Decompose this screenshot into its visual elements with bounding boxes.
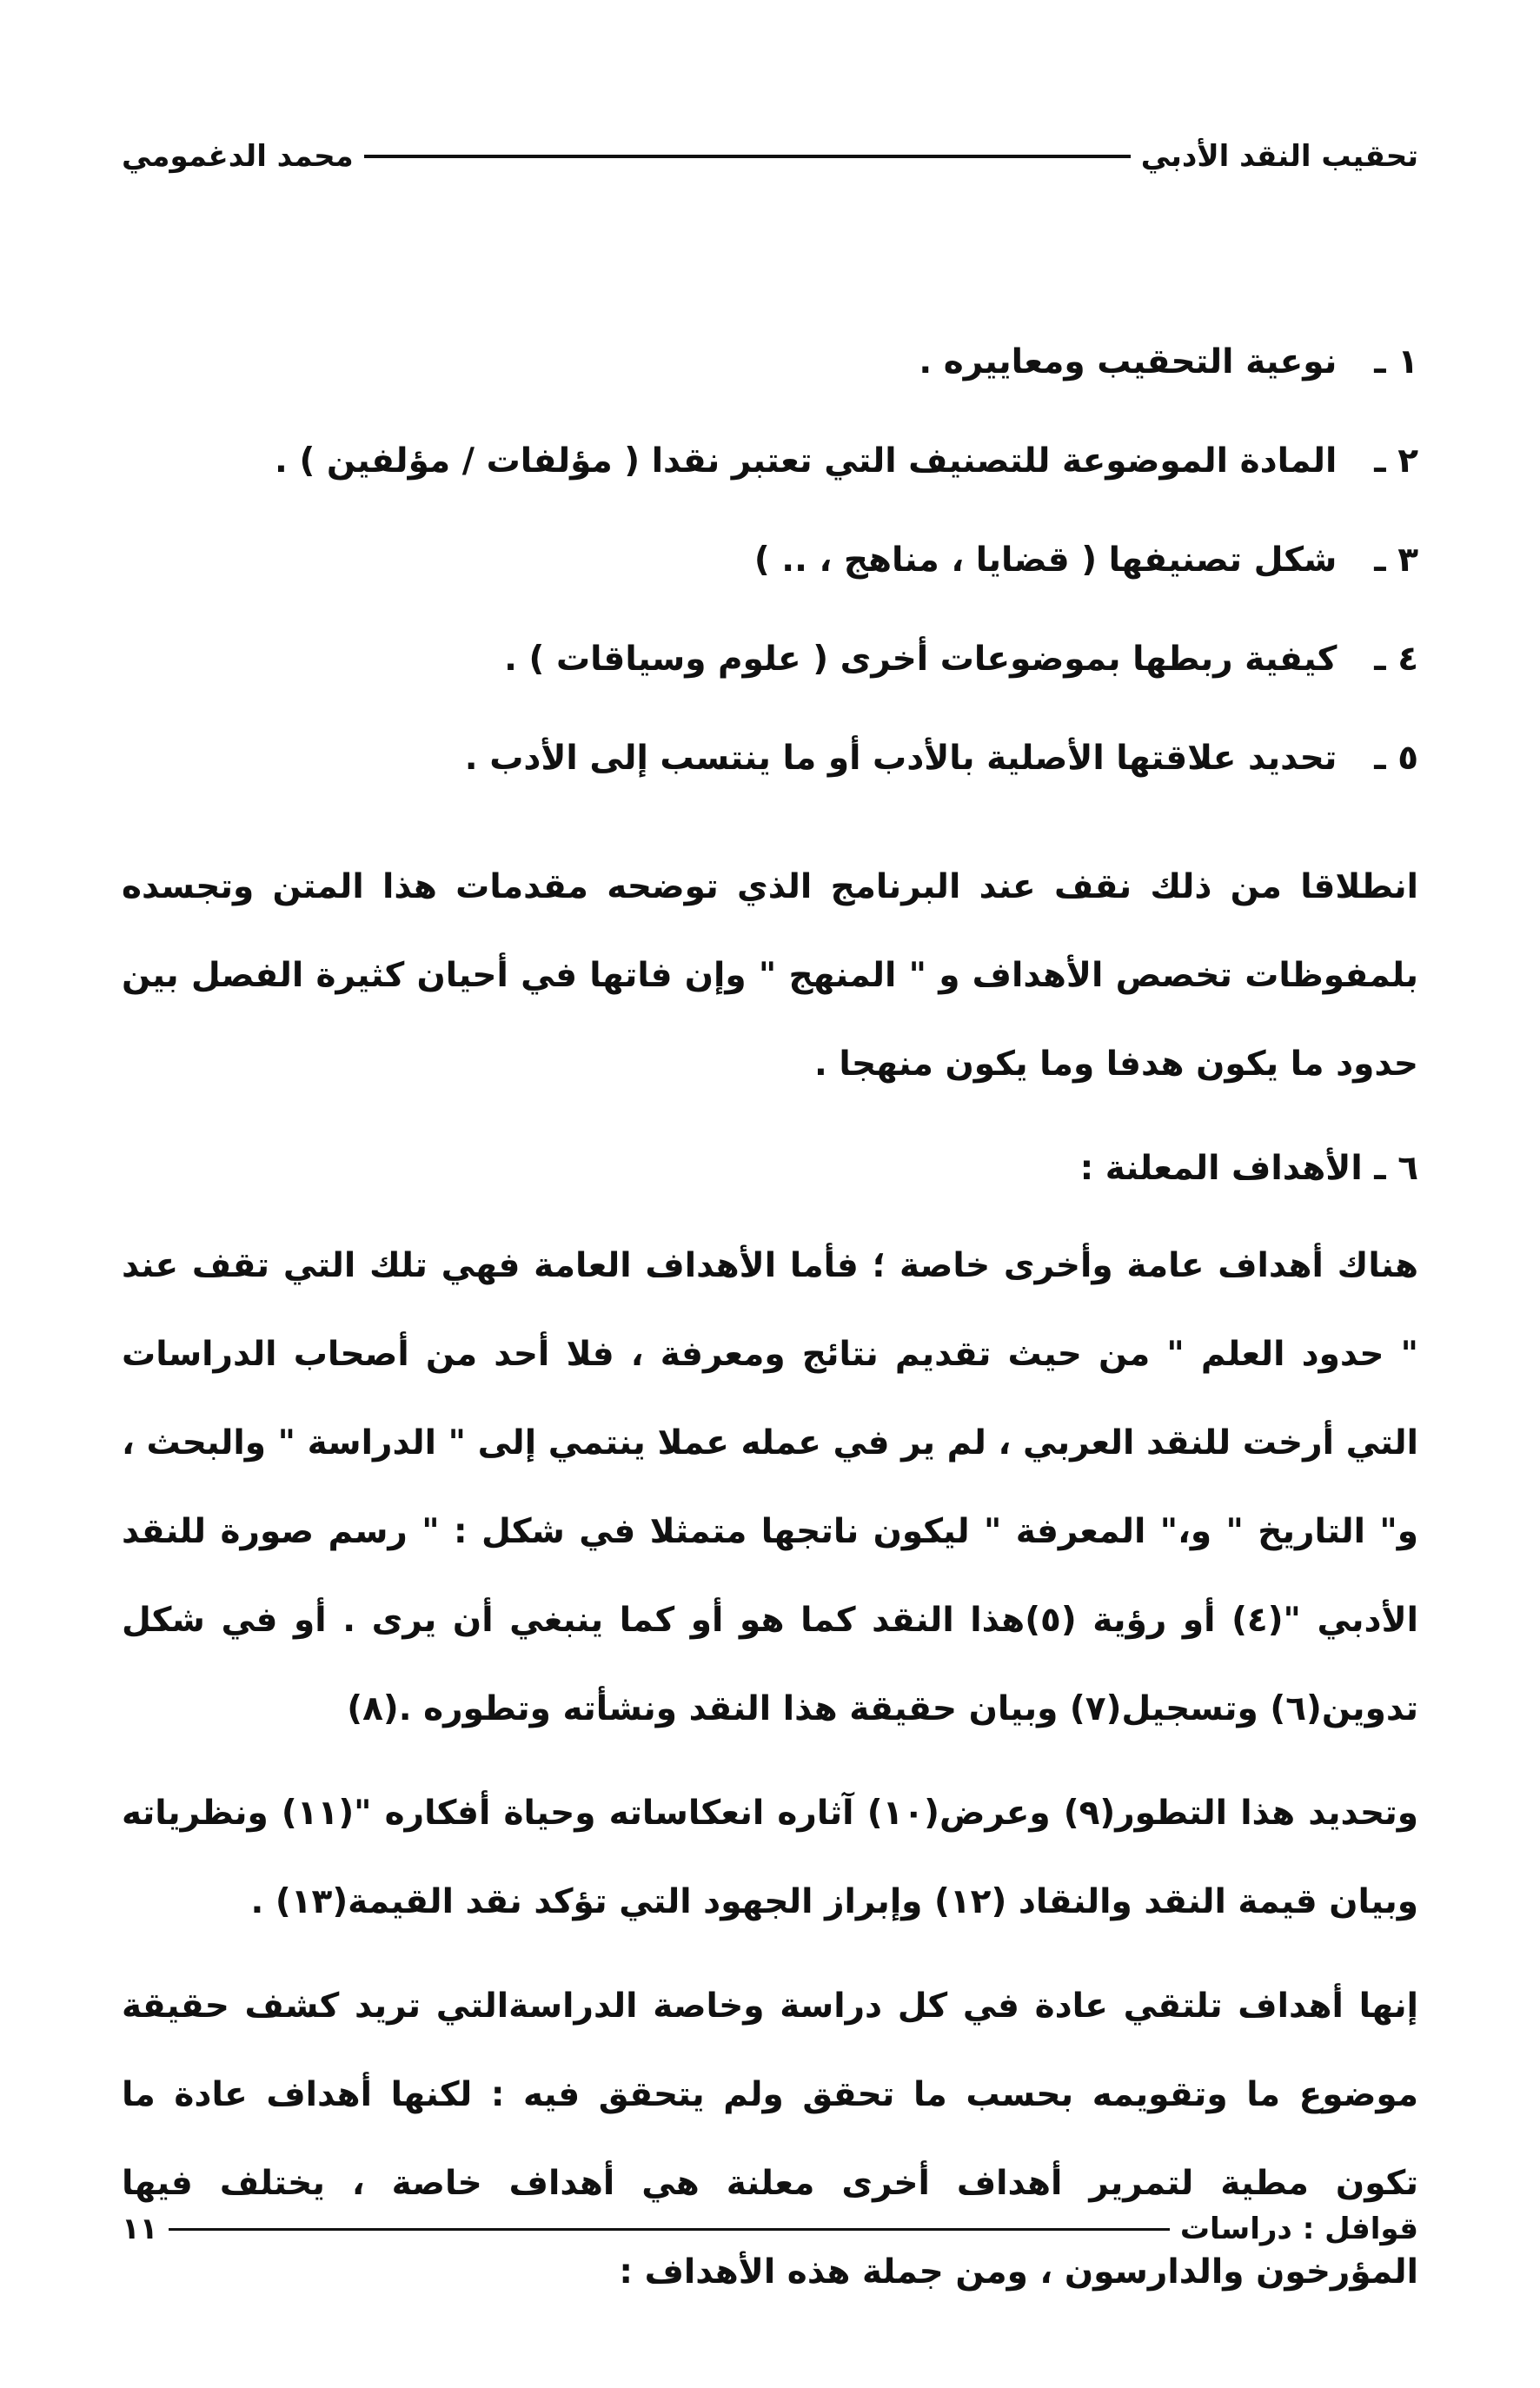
list-item-text: نوعية التحقيب ومعاييره . (919, 342, 1338, 381)
list-item (122, 709, 1418, 808)
footer-journal-name: قوافل : دراسات (1179, 2212, 1418, 2246)
list-item-number: ٢ ـ (1374, 441, 1418, 481)
criteria-list (122, 313, 1418, 808)
paragraph-program: انطلاقا من ذلك نقف عند البرنامج الذي توضحه مقدمات هذا المتن وتجسده بلمفوظات تخصص الأهداف و " المنهج " وإن فاتها في أحيان كثيرة الفصل بين حدود ما يكون هدفا وما يكون منهجا . (122, 867, 1418, 1084)
list-item-number: ٥ ـ (1374, 739, 1418, 778)
list-item-text: كيفية ربطها بموضوعات أخرى ( علوم وسياقات ) . (504, 640, 1338, 679)
list-item-number: ٣ ـ (1374, 541, 1418, 580)
list-item (122, 412, 1418, 511)
header-rule (364, 155, 1131, 158)
list-item (122, 313, 1418, 412)
list-item (122, 511, 1418, 610)
paragraph-general-goals: هناك أهداف عامة وأخرى خاصة ؛ فأما الأهداف العامة فهي تلك التي تقف عند " حدود العلم " من حيث تقديم نتائج ومعرفة ، فلا أحد من أصحاب الدراسات التي أرخت للنقد العربي ، لم ير في عمله عملا ينتمي إلى " الدراسة " والبحث ، و" التاريخ " و،" المعرفة " ليكون ناتجها متمثلا في شكل : " رسم صورة للنقد الأدبي "(٤) أو رؤية (٥)هذا النقد كما هو أو كما ينبغي أن يرى . أو في شكل تدوين(٦) وتسجيل(٧) وبيان حقيقة هذا النقد ونشأته وتطوره .(٨) (122, 1246, 1418, 1728)
list-item-text: المادة الموضوعة للتصنيف التي تعتبر نقدا ( مؤلفات / مؤلفين ) . (275, 441, 1338, 481)
list-item-text: تحديد علاقتها الأصلية بالأدب أو ما ينتسب إلى الأدب . (464, 739, 1338, 778)
page-body (122, 313, 1418, 2332)
list-item (122, 610, 1418, 709)
section-heading-declared-goals: ٦ ـ الأهداف المعلنة : (1079, 1149, 1418, 1188)
header-author-name: محمد الدغمومي (122, 139, 354, 174)
list-item-text: شكل تصنيفها ( قضايا ، مناهج ، .. ) (753, 541, 1338, 580)
running-footer (122, 2203, 1418, 2255)
footer-rule (169, 2228, 1170, 2231)
paragraph-special-goals: إنها أهداف تلتقي عادة في كل دراسة وخاصة الدراسةالتي تريد كشف حقيقة موضوع ما وتقويمه بحسب ما تحقق ولم يتحقق فيه : لكنها أهداف عادة ما تكون مطية لتمرير أهداف أخرى معلنة هي أهداف خاصة ، يختلف فيها المؤرخون والدارسون ، ومن جملة هذه الأهداف : (122, 1987, 1418, 2292)
page-number: ١١ (122, 2212, 158, 2246)
running-header (122, 130, 1418, 182)
list-item-number: ٤ ـ (1374, 640, 1418, 679)
header-book-title: تحقيب النقد الأدبي (1140, 139, 1418, 174)
paragraph-development: وتحديد هذا التطور(٩) وعرض(١٠) آثاره انعكاساته وحياة أفكاره "(١١) ونظرياته وبيان قيمة النقد والنقاد (١٢) وإبراز الجهود التي تؤكد نقد القيمة(١٣) . (122, 1794, 1418, 1921)
list-item-number: ١ ـ (1374, 342, 1418, 381)
